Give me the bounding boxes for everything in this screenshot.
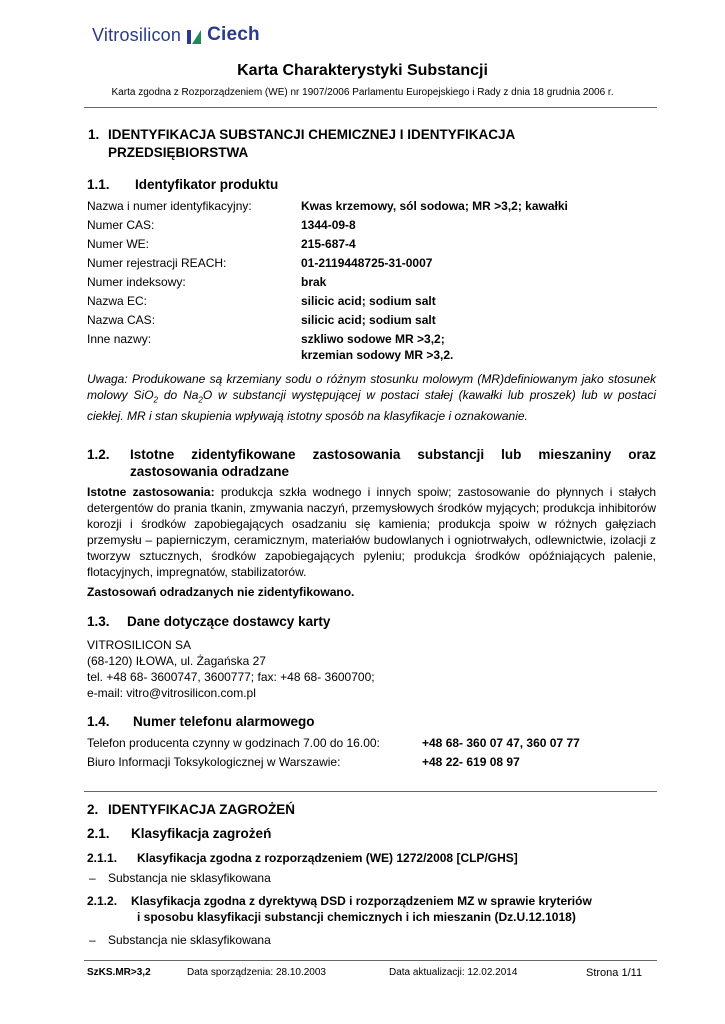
section-1-1-number: 1.1.: [87, 177, 110, 192]
classification-item: Substancja nie sklasyfikowana: [108, 933, 271, 947]
id-label: Numer CAS:: [87, 218, 155, 232]
ciech-logo-icon: [187, 28, 201, 42]
section-1-title-line1: IDENTYFIKACJA SUBSTANCJI CHEMICZNEJ I IDENTYFIKACJA: [108, 127, 516, 142]
section-2-number: 2.: [87, 802, 99, 817]
id-label: Numer rejestracji REACH:: [87, 256, 227, 270]
section-1-1-title: Identyfikator produktu: [135, 177, 279, 192]
phone-value: +48 22- 619 08 97: [422, 755, 520, 769]
supplier-line: VITROSILICON SA: [87, 638, 192, 652]
id-value: 215-687-4: [301, 237, 356, 251]
id-value: silicic acid; sodium salt: [301, 294, 436, 308]
id-value: szkliwo sodowe MR >3,2;: [301, 332, 445, 346]
brand-logo: [92, 24, 260, 46]
id-value: 1344-09-8: [301, 218, 356, 232]
section-1-4-title: Numer telefonu alarmowego: [133, 714, 315, 729]
footer-code: SzKS.MR>3,2: [87, 967, 151, 978]
section-1-2-number: 1.2.: [87, 447, 110, 462]
id-label: Numer WE:: [87, 237, 150, 251]
id-value-continued: krzemian sodowy MR >3,2.: [301, 348, 454, 362]
dash-bullet-icon: –: [89, 871, 96, 885]
id-label: Inne nazwy:: [87, 332, 152, 346]
relevant-uses-paragraph: [87, 484, 656, 580]
uses-advised-against: Zastosowań odradzanych nie zidentyfikowano.: [87, 585, 355, 599]
classification-item: Substancja nie sklasyfikowana: [108, 871, 271, 885]
phone-label: Biuro Informacji Toksykologicznej w Warszawie:: [87, 755, 341, 769]
id-value: silicic acid; sodium salt: [301, 313, 436, 327]
section-1-2-title-line1: Istotne zidentyfikowane zastosowania substancji lub mieszaniny oraz: [130, 447, 656, 462]
supplier-line: (68-120) IŁOWA, ul. Żagańska 27: [87, 654, 266, 668]
section-2-1-number: 2.1.: [87, 826, 110, 841]
id-label: Nazwa CAS:: [87, 313, 156, 327]
section-2-1-2-number: 2.1.2.: [87, 894, 118, 908]
note-paragraph: Uwaga: Produkowane są krzemiany sodu o różnym stosunku molowym (MR)definiowanym jako stosunek molowy SiO$_2$ do $Na_2O$ w substancji występującej w postaci stałej (kawałki lub proszek) lub w postaci ciekłej. MR i stan skupienia wpływają istotny sposób na klasyfikacje i oznakowanie.: [87, 372, 657, 424]
id-value: brak: [301, 275, 327, 289]
page-title: Karta Charakterystyki Substancji: [237, 62, 488, 79]
supplier-email: e-mail: vitro@vitrosilicon.com.pl: [87, 686, 256, 700]
section-1-3-title: Dane dotyczące dostawcy karty: [127, 614, 331, 629]
id-label: Nazwa i numer identyfikacyjny:: [87, 199, 252, 213]
section-1-4-number: 1.4.: [87, 714, 110, 729]
dash-bullet-icon: –: [89, 933, 96, 947]
footer-created-date: Data sporządzenia: 28.10.2003: [187, 967, 326, 978]
footer-divider: [84, 960, 657, 961]
section-divider: [84, 791, 657, 792]
id-value: Kwas krzemowy, sól sodowa; MR >3,2; kawałki: [301, 199, 568, 213]
relevant-uses-text: produkcja szkła wodnego i innych spoiw; zastosowanie do płynnych i stałych detergentów do prania tkanin, zmywania naczyń, przemysłowych środków myjących; produkcja inhibitorów korozji i środków zapobiegających osadzaniu się kamienia; produkcja spoiw w różnych gałęziach przemysłu – papierniczym, ceramicznym, materiałów budowlanych i ogniotrwałych, odlewnictwie, izolacji z tworzyw sztucznych, środków zapobiegających pyleniu; produkcja środków opóźniających palenie, flotacyjnych, impregnatów, stabilizatorów.: [87, 485, 657, 579]
section-1-3-number: 1.3.: [87, 614, 110, 629]
section-2-1-1-number: 2.1.1.: [87, 851, 118, 865]
section-1-2-title-line2: zastosowania odradzane: [130, 464, 290, 479]
header-divider: [84, 107, 657, 108]
brand-ciech: Ciech: [207, 24, 260, 45]
brand-vitrosilicon: Vitrosilicon: [92, 24, 182, 45]
section-2-1-title: Klasyfikacja zagrożeń: [131, 826, 272, 841]
id-label: Numer indeksowy:: [87, 275, 186, 289]
relevant-uses-label: Istotne zastosowania:: [87, 485, 215, 499]
section-2-1-1-title: Klasyfikacja zgodna z rozporządzeniem (WE) 1272/2008 [CLP/GHS]: [137, 851, 518, 865]
id-value: 01-2119448725-31-0007: [301, 256, 433, 270]
section-1-title-line2: PRZEDSIĘBIORSTWA: [108, 145, 249, 160]
section-2-title: IDENTYFIKACJA ZAGROŻEŃ: [108, 802, 296, 817]
footer-updated-date: Data aktualizacji: 12.02.2014: [389, 967, 518, 978]
phone-label: Telefon producenta czynny w godzinach 7.00 do 16.00:: [87, 736, 380, 750]
supplier-line: tel. +48 68- 3600747, 3600777; fax: +48 68- 3600700;: [87, 670, 375, 684]
id-label: Nazwa EC:: [87, 294, 148, 308]
section-2-1-2-title-line1: Klasyfikacja zgodna z dyrektywą DSD i rozporządzeniem MZ w sprawie kryteriów: [131, 894, 592, 908]
section-1-number: 1.: [88, 127, 100, 142]
section-2-1-2-title-line2: i sposobu klasyfikacji substancji chemicznych i ich mieszanin (Dz.U.12.1018): [137, 910, 576, 924]
page-subtitle: Karta zgodna z Rozporządzeniem (WE) nr 1907/2006 Parlamentu Europejskiego i Rady z dnia 18 grudnia 2006 r.: [111, 87, 614, 98]
footer-page-number: Strona 1/11: [586, 967, 643, 979]
phone-value: +48 68- 360 07 47, 360 07 77: [422, 736, 580, 750]
